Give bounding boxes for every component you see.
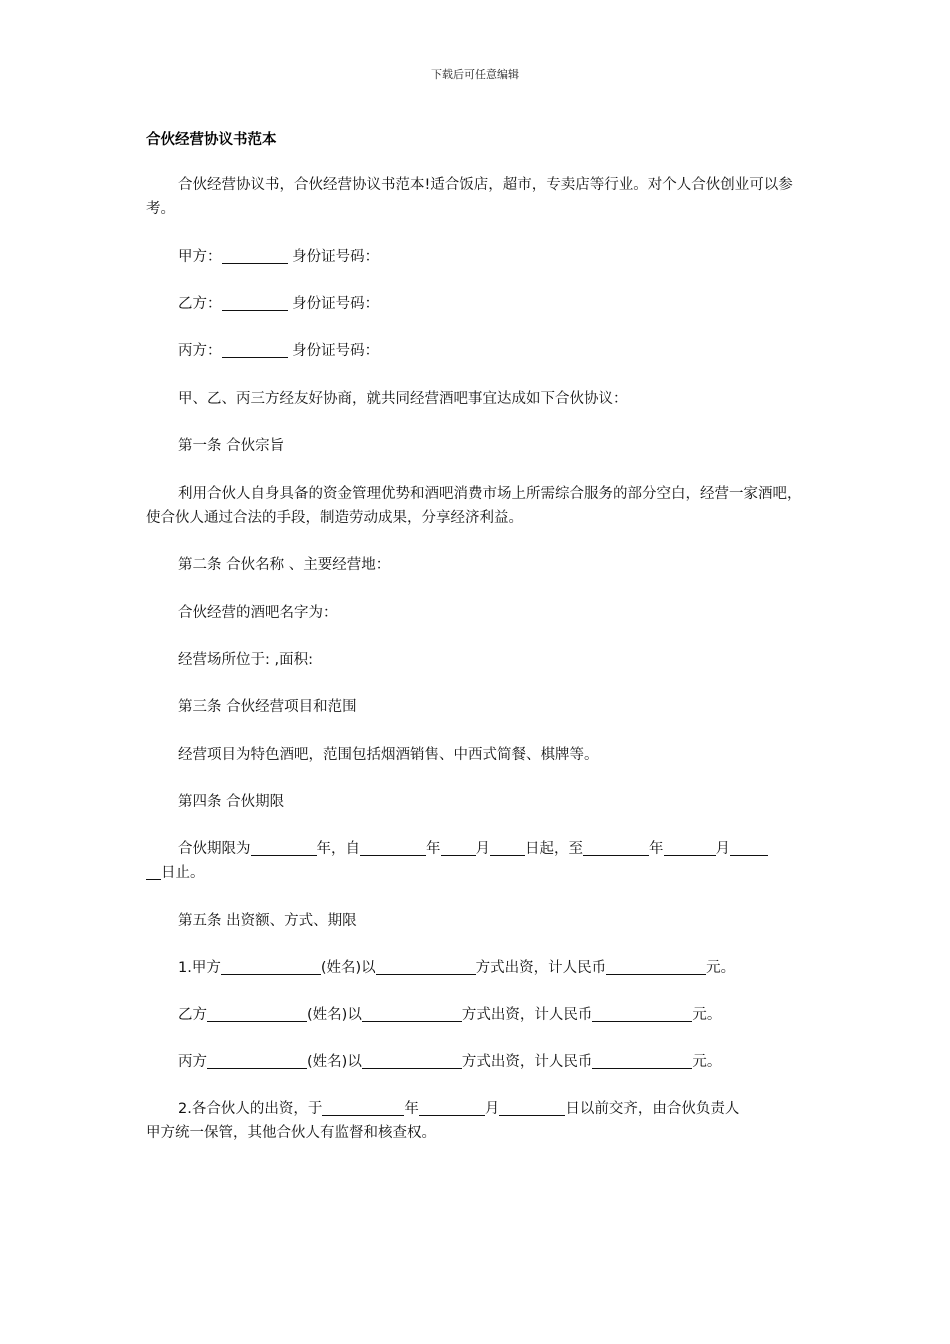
party-c-label: 丙方：	[178, 343, 222, 359]
contribution-a-method-part: 方式出资，计人民币	[475, 960, 607, 976]
contribution-b-amount-blank	[592, 1005, 692, 1022]
end-day-blank-part1	[730, 839, 768, 856]
contribution-a-yuan: 元。	[706, 960, 736, 976]
contribution-a-name-part: (姓名)以	[320, 960, 376, 976]
contribution-a-name-blank	[221, 958, 321, 975]
contribution-a-prefix: 1.甲方	[178, 960, 221, 976]
end-month-blank	[664, 839, 716, 856]
party-b-name-blank	[222, 294, 288, 311]
contribution-a-amount-blank	[606, 958, 706, 975]
contribution-b-method-part: 方式出资，计人民币	[461, 1007, 593, 1023]
party-a-contribution	[146, 956, 810, 980]
contribution-b-method-blank	[362, 1005, 462, 1022]
article-5-heading: 第五条 出资额、方式、期限	[178, 913, 357, 929]
page-header: 下载后可任意编辑	[431, 68, 519, 81]
contribution-c-name-blank	[207, 1052, 307, 1069]
party-b-line	[146, 292, 810, 316]
contribution-c-method-blank	[362, 1052, 462, 1069]
clause-2-line-1	[146, 1097, 810, 1121]
end-day-blank-part2	[146, 863, 161, 880]
party-a-label: 甲方：	[178, 249, 222, 265]
party-c-name-blank	[222, 341, 288, 358]
article-2-heading: 第二条 合伙名称 、主要经营地：	[178, 557, 391, 573]
article-4-heading: 第四条 合伙期限	[178, 794, 285, 810]
preamble-paragraph: 甲、乙、丙三方经友好协商，就共同经营酒吧事宜达成如下合伙协议：	[178, 391, 628, 407]
contribution-c-name-part: (姓名)以	[307, 1054, 362, 1070]
party-a-id-label: 身份证号码：	[287, 249, 380, 265]
contribution-c-method-part: 方式出资，计人民币	[461, 1054, 593, 1070]
clause-2-line-2: 甲方统一保管，其他合伙人有监督和核查权。	[146, 1125, 436, 1141]
party-b-id-label: 身份证号码：	[287, 296, 380, 312]
contribution-a-method-blank	[376, 958, 476, 975]
term-text-3: 年	[426, 841, 441, 857]
article-4-term-line-cont	[146, 861, 810, 885]
party-b-label: 乙方：	[178, 296, 222, 312]
term-text-4: 月	[475, 841, 490, 857]
contribution-c-prefix: 丙方	[178, 1054, 207, 1070]
article-3-text: 经营项目为特色酒吧，范围包括烟酒销售、中西式简餐、棋牌等。	[178, 747, 599, 763]
contribution-c-amount-blank	[592, 1052, 692, 1069]
term-text-8: 日止。	[161, 865, 205, 881]
party-b-contribution	[146, 1003, 810, 1027]
article-1-heading: 第一条 合伙宗旨	[178, 438, 285, 454]
article-3-heading: 第三条 合伙经营项目和范围	[178, 699, 357, 715]
contribution-c-yuan: 元。	[692, 1054, 722, 1070]
contribution-b-name-blank	[207, 1005, 307, 1022]
article-2-location: 经营场所位于: ,面积:	[178, 652, 313, 668]
clause-2-text-1: 2.各合伙人的出资，于	[178, 1101, 323, 1117]
party-c-contribution	[146, 1050, 810, 1074]
article-1-text: 利用合伙人自身具备的资金管理优势和酒吧消费市场上所需综合服务的部分空白，经营一家酒吧，使合伙人通过合法的手段，制造劳动成果，分享经济利益。	[146, 486, 802, 526]
article-2-name: 合伙经营的酒吧名字为：	[178, 605, 338, 621]
start-month-blank	[441, 839, 476, 856]
article-4-term-line	[146, 837, 810, 861]
contribution-b-name-part: (姓名)以	[307, 1007, 362, 1023]
start-year-blank	[360, 839, 426, 856]
clause-2-month-blank	[419, 1099, 485, 1116]
party-c-line	[146, 339, 810, 363]
clause-2-day-blank	[499, 1099, 565, 1116]
party-a-line	[146, 245, 810, 269]
clause-2-text-2: 年	[404, 1101, 419, 1117]
start-day-blank	[490, 839, 525, 856]
clause-2-text-4: 日以前交齐，由合伙负责人	[565, 1101, 740, 1117]
term-text-6: 年	[649, 841, 664, 857]
term-text-5: 日起，至	[525, 841, 583, 857]
party-c-id-label: 身份证号码：	[287, 343, 380, 359]
contribution-b-yuan: 元。	[692, 1007, 722, 1023]
end-year-blank	[583, 839, 649, 856]
document-title: 合伙经营协议书范本	[146, 132, 277, 148]
term-text-2: 年，自	[316, 841, 360, 857]
contribution-b-prefix: 乙方	[178, 1007, 207, 1023]
term-text-7: 月	[715, 841, 730, 857]
term-text-1: 合伙期限为	[178, 841, 251, 857]
clause-2-year-blank	[322, 1099, 404, 1116]
clause-2-text-3: 月	[484, 1101, 500, 1117]
term-years-blank	[251, 839, 317, 856]
intro-paragraph: 合伙经营协议书，合伙经营协议书范本!适合饭店，超市，专卖店等行业。对个人合伙创业可以参考。	[146, 177, 793, 217]
party-a-name-blank	[222, 247, 288, 264]
